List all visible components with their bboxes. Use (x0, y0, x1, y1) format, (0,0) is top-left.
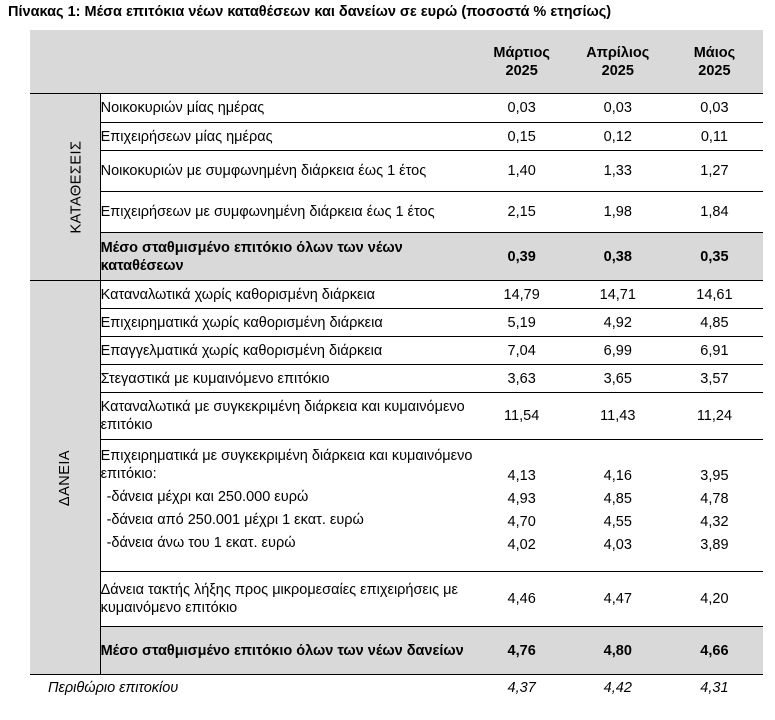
rate-value: 4,03 (603, 537, 632, 553)
table-row (30, 572, 763, 627)
row-label: Καταναλωτικά χωρίς καθορισμένη διάρκεια (100, 281, 474, 309)
sub-label: -δάνεια μέχρι και 250.000 ευρώ (106, 489, 309, 505)
table-row (30, 192, 763, 233)
table-row (30, 94, 763, 123)
rate-value: 4,02 (507, 537, 536, 553)
rate-value: 2,15 (474, 192, 570, 233)
deposits-total-row (30, 233, 763, 281)
rate-value: 11,24 (666, 393, 763, 440)
rate-value: 6,91 (666, 337, 763, 365)
rate-value: 4,55 (603, 514, 632, 530)
rate-value: 1,27 (666, 151, 763, 192)
rate-value: 3,89 (700, 537, 729, 553)
section-label-loans (30, 281, 100, 675)
table-row (30, 151, 763, 192)
group-values-cell (666, 440, 763, 572)
column-year: 2025 (698, 62, 731, 79)
table-row (30, 393, 763, 440)
rate-value: 4,80 (570, 627, 666, 675)
row-label: Καταναλωτικά με συγκεκριμένη διάρκεια και κυμαινόμενο επιτόκιο (100, 393, 474, 440)
row-label: Νοικοκυριών μίας ημέρας (100, 94, 474, 123)
rate-value: 3,65 (570, 365, 666, 393)
business-loans-group-row (30, 440, 763, 572)
rate-value: 1,40 (474, 151, 570, 192)
row-label: Επιχειρηματικά χωρίς καθορισμένη διάρκεια (100, 309, 474, 337)
rate-value: 0,39 (474, 233, 570, 281)
rate-value: 0,38 (570, 233, 666, 281)
rate-value: 0,03 (474, 94, 570, 123)
table-row (30, 123, 763, 151)
rate-value: 6,99 (570, 337, 666, 365)
interest-margin-row (30, 675, 763, 701)
rate-value: 4,85 (666, 309, 763, 337)
rate-value: 0,11 (666, 123, 763, 151)
rate-value: 4,13 (507, 468, 536, 484)
section-label-text: ΚΑΤΑΘΕΣΕΙΣ (68, 140, 85, 234)
rate-value: 1,33 (570, 151, 666, 192)
rate-value: 1,84 (666, 192, 763, 233)
rate-value: 4,85 (603, 491, 632, 507)
row-label: Δάνεια τακτής λήξης προς μικρομεσαίες επιχειρήσεις με κυμαινόμενο επιτόκιο (100, 572, 474, 627)
row-label: Επιχειρήσεων μίας ημέρας (100, 123, 474, 151)
rate-value: 5,19 (474, 309, 570, 337)
group-label-cell (100, 440, 474, 572)
rate-value: 4,66 (666, 627, 763, 675)
rate-value: 4,47 (570, 572, 666, 627)
sub-label: -δάνεια από 250.001 μέχρι 1 εκατ. ευρώ (106, 512, 364, 528)
rate-value: 4,76 (474, 627, 570, 675)
margin-value: 4,37 (474, 675, 570, 701)
table-row (30, 281, 763, 309)
rate-value: 14,71 (570, 281, 666, 309)
table-row (30, 365, 763, 393)
rate-value: 4,78 (700, 491, 729, 507)
interest-rates-table (30, 30, 763, 700)
rate-value: 0,12 (570, 123, 666, 151)
row-label: Στεγαστικά με κυμαινόμενο επιτόκιο (100, 365, 474, 393)
rate-value: 1,98 (570, 192, 666, 233)
column-month: Απρίλιος (586, 44, 650, 61)
column-year: 2025 (505, 62, 538, 79)
rate-value: 14,79 (474, 281, 570, 309)
column-header-may (666, 30, 763, 94)
rate-value: 0,03 (666, 94, 763, 123)
column-header-april (570, 30, 666, 94)
rate-value: 4,32 (700, 514, 729, 530)
column-year: 2025 (601, 62, 634, 79)
rate-value: 4,93 (507, 491, 536, 507)
group-label: Επιχειρηματικά με συγκεκριμένη διάρκεια και κυμαινόμενο επιτόκιο: (100, 448, 473, 482)
rate-value: 0,35 (666, 233, 763, 281)
section-label-text: ΔΑΝΕΙΑ (56, 449, 73, 506)
rate-value: 14,61 (666, 281, 763, 309)
rate-value: 4,70 (507, 514, 536, 530)
loans-total-row (30, 627, 763, 675)
row-label: Μέσο σταθμισμένο επιτόκιο όλων των νέων δανείων (100, 627, 474, 675)
rate-value: 11,43 (570, 393, 666, 440)
column-header-march (474, 30, 570, 94)
table-row (30, 309, 763, 337)
margin-label: Περιθώριο επιτοκίου (30, 675, 474, 701)
rate-value: 0,15 (474, 123, 570, 151)
table-row (30, 337, 763, 365)
margin-value: 4,31 (666, 675, 763, 701)
rate-value: 0,03 (570, 94, 666, 123)
row-label: Μέσο σταθμισμένο επιτόκιο όλων των νέων καταθέσεων (100, 233, 474, 281)
row-label: Νοικοκυριών με συμφωνημένη διάρκεια έως 1 έτος (100, 151, 474, 192)
rate-value: 4,16 (603, 468, 632, 484)
header-row (30, 30, 763, 94)
section-label-deposits (30, 94, 100, 281)
rate-value: 4,92 (570, 309, 666, 337)
column-month: Μάρτιος (493, 44, 550, 61)
group-values-cell (570, 440, 666, 572)
rate-value: 4,20 (666, 572, 763, 627)
rate-value: 3,57 (666, 365, 763, 393)
group-values-cell (474, 440, 570, 572)
rate-value: 3,63 (474, 365, 570, 393)
margin-value: 4,42 (570, 675, 666, 701)
sub-label: -δάνεια άνω του 1 εκατ. ευρώ (106, 535, 296, 551)
row-label: Επαγγελματικά χωρίς καθορισμένη διάρκεια (100, 337, 474, 365)
table-title: Πίνακας 1: Μέσα επιτόκια νέων καταθέσεων και δανείων σε ευρώ (ποσοστά % ετησίως) (8, 4, 612, 20)
rate-value: 3,95 (700, 468, 729, 484)
column-month: Μάιος (693, 44, 736, 61)
rate-value: 11,54 (474, 393, 570, 440)
rate-value: 4,46 (474, 572, 570, 627)
rate-value: 7,04 (474, 337, 570, 365)
row-label: Επιχειρήσεων με συμφωνημένη διάρκεια έως 1 έτος (100, 192, 474, 233)
